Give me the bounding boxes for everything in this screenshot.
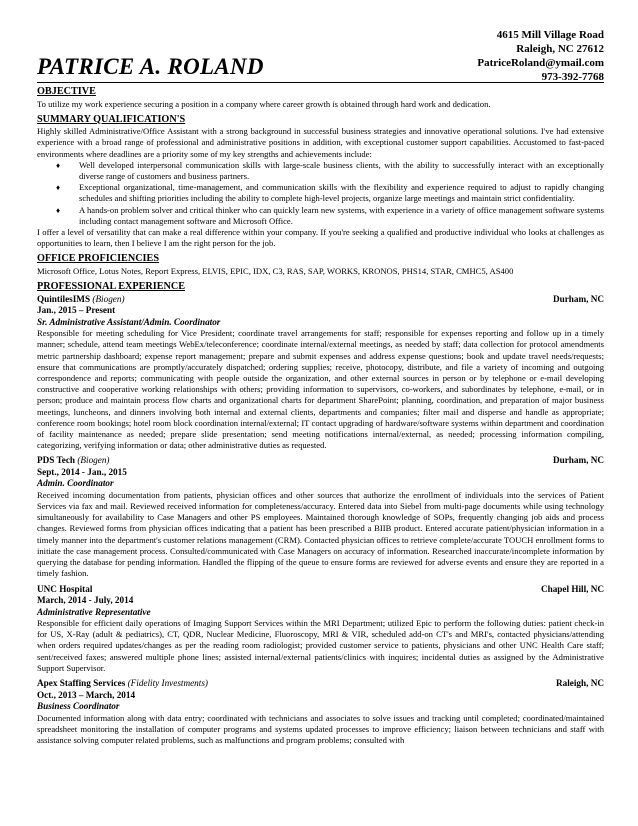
diamond-bullet-icon: ♦ bbox=[56, 160, 61, 170]
summary-heading: SUMMARY QUALIFICATION'S bbox=[37, 113, 186, 125]
summary-bullet: ♦ A hands-on problem solver and critical thinker who can quickly learn new systems, with experience in a variety of office management software systems including contact management software and Microsoft Office. bbox=[56, 204, 604, 226]
summary-bullet: ♦ Exceptional organizational, time-management, and communication skills with the flexibility and experience required to adjust to rapidly changing schedules and shifting priorities including the ability to complete high-level projects, organize large meetings and maintain strict confidentiality. bbox=[56, 182, 604, 204]
summary-closing: I offer a level of versatility that can make a real difference within your company. If you're seeking a qualified and productive individual who looks at challenges as opportunities to learn, then I believe I am the right person for the job. bbox=[37, 227, 604, 249]
job-role: Admin. Coordinator bbox=[37, 478, 114, 489]
job-company: UNC Hospital bbox=[37, 583, 93, 594]
objective-text: To utilize my work experience securing a position in a company where career growth is obtained through hard work and dedication. bbox=[37, 98, 491, 109]
header-divider bbox=[37, 82, 604, 83]
job-dates: Jan., 2015 – Present bbox=[37, 305, 116, 316]
job-description: Received incoming documentation from patients, physician offices and other sources that authorize the enrollment of individuals into the services of Patient Services via fax and mail. Reviewed received information for completeness/accuracy. Entered data into Siebel from multi-page documents while using technology simultaneously for availability to Case Managers and other PS employees. Maintained thorough knowledge of SOPs, frequently changing job aids and process changes. Reviewed forms from physician offices indicating that a patient has been prescribed a BIIB product. Entered accurate patient/physician information in a timely manner into the department's customer relations management (CRM). Contacted physician offices to retrieve complete/accurate TOUCH enrollment forms to initiate the case management process. Consulted/communicated with Case Managers on accuracy of information. Researched inaccurate/incomplete information by querying the database for pending information. Handled the flipping of the queue to ensure forms are reviewed for adverse events and ensure they are reported in a timely fashion. bbox=[37, 489, 604, 579]
summary-section bbox=[37, 114, 604, 250]
objective-section bbox=[37, 86, 604, 110]
job-company: QuintilesIMS (Biogen) bbox=[37, 293, 125, 304]
address-line-2: Raleigh, NC 27612 bbox=[516, 43, 604, 55]
job-location: Chapel Hill, NC bbox=[540, 583, 604, 594]
job-description: Responsible for efficient daily operations of Imaging Support Services within the MRI Department; utilized Epic to perform the following duties: patient check-in for US, X-Ray (adult & pediatrics), CT, QDR, Nuclear Medicine, Fluoroscopy, MRI & VIR, scheduled add-on CT's and MRI's, contacted physicians/attending when orders required updates/changes as per the reading room radiologist; provided customer service to patients, physicians and other UNC Health Care staff; sent/received faxes; answered multiple phone lines; assisted internal/external patients/clinics with inquires; incidental duties as assigned by the Administrative Support Supervisor. bbox=[37, 618, 604, 673]
summary-bullets bbox=[37, 160, 604, 227]
job-location: Durham, NC bbox=[552, 455, 604, 466]
diamond-bullet-icon: ♦ bbox=[56, 205, 61, 215]
contact-block bbox=[477, 28, 604, 84]
diamond-bullet-icon: ♦ bbox=[56, 183, 61, 193]
summary-intro: Highly skilled Administrative/Office Assistant with a strong background in successful business strategies and innovative operational solutions. I've had extensive experience with a broad range of professional and administrative positions in addition, with exceptional customer support capabilities. Accustomed to fast-paced environments where deadlines are a priority some of my key strengths and achievements include: bbox=[37, 126, 604, 159]
proficiencies-heading: OFFICE PROFICIENCIES bbox=[37, 253, 159, 265]
job-dates: Oct., 2013 – March, 2014 bbox=[37, 689, 136, 700]
objective-heading: OBJECTIVE bbox=[37, 86, 96, 97]
job-description: Documented information along with data entry; coordinated with technicians and associates to solve issues and tracking until completed; coordinated/maintained spreadsheet monitoring the installation of computer programs and systems updated processes to improve efficiency; liaison between technicians and staff with assistance solving computer related problems, such as malfunctions and program problems; consulted with bbox=[37, 712, 604, 745]
job-role: Administrative Representative bbox=[37, 606, 151, 617]
job-dates: March, 2014 - July, 2014 bbox=[37, 595, 134, 605]
job-company: PDS Tech (Biogen) bbox=[37, 455, 110, 466]
proficiencies-text: Microsoft Office, Lotus Notes, Report Express, ELVIS, EPIC, IDX, C3, RAS, SAP, WORKS, KRONOS, PHS14, STAR, CMHC5, AS400 bbox=[37, 265, 514, 276]
job-entry bbox=[37, 455, 604, 579]
experience-section bbox=[37, 281, 604, 746]
applicant-name: PATRICE A. ROLAND bbox=[37, 54, 264, 79]
experience-heading: PROFESSIONAL EXPERIENCE bbox=[37, 281, 186, 293]
job-entry bbox=[37, 584, 604, 675]
job-description: Responsible for meeting scheduling for Vice President; coordinate travel arrangements for staff; responsible for expenses reporting and follow up in a timely manner; schedule, attend team meetings WebEx/teleconference; coordinate internal/external meetings, as needed by staff; data collection for protocol amendments metric partnership dashboard; expense report management; prepare and submit expenses and address expense questions; book and update travel needs/requests; ensure that communications are promptly/accurately dispatched; ordering supplies; receive, photocopy, distribute, and file a variety of incoming and outgoing correspondence and reports; communicating with people outside the organization, and other external sources in person or by telephone or e-mail developing constructive and cooperative working relationships with others; providing information to supervisors, co-workers, and subordinates by telephone, e-mail, or in person; produce and maintain process flow charts and organizational charts for department SharePoint; planning, coordination, and preparation of major business meetings, luncheons, and dinners involving both internal and external clients, departments and companies; filter mail and disperse and handle as appropriate; conference room bookings; hotel room block coordination internal/external; IT contact upgrading of hardware/software systems within department and coordination of facility maintenance as needed; prepare slide presentation; send meeting notifications internal/external, as needed; processing information compiling, categorizing, verifying information or data; other administrative duties as requested. bbox=[37, 328, 604, 451]
job-location: Raleigh, NC bbox=[556, 678, 604, 689]
job-company: Apex Staffing Services (Fidelity Investments) bbox=[37, 678, 208, 689]
email: PatriceRoland@ymail.com bbox=[477, 57, 604, 69]
job-role: Sr. Administrative Assistant/Admin. Coordinator bbox=[37, 316, 221, 327]
proficiencies-section bbox=[37, 253, 604, 277]
job-role: Business Coordinator bbox=[37, 701, 120, 712]
resume-body bbox=[37, 86, 604, 746]
job-dates: Sept., 2014 - Jan., 2015 bbox=[37, 466, 127, 477]
job-entry bbox=[37, 678, 604, 746]
summary-bullet: ♦ Well developed interpersonal communication skills with large-scale business clients, with the ability to successfully interact with an exceptionally diverse range of customers and business partners. bbox=[56, 159, 604, 182]
phone: 973-392-7768 bbox=[541, 71, 604, 83]
job-location: Durham, NC bbox=[552, 293, 604, 304]
job-entry bbox=[37, 294, 604, 452]
address-line-1: 4615 Mill Village Road bbox=[496, 29, 604, 41]
